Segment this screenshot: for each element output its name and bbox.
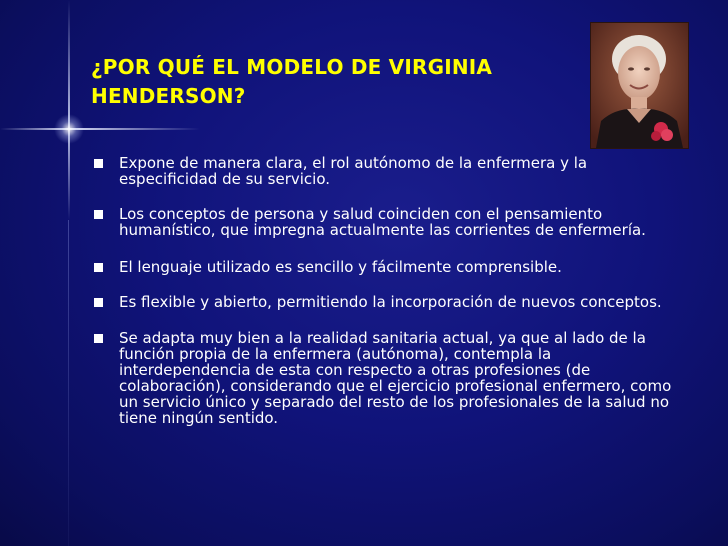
list-item xyxy=(92,294,682,310)
list-item xyxy=(92,206,682,238)
portrait-photo-icon xyxy=(591,23,688,148)
bullet-text: El lenguaje utilizado es sencillo y fácilmente comprensible. xyxy=(119,258,562,276)
square-bullet-icon xyxy=(94,159,103,168)
slide-title: ¿POR QUÉ EL MODELO DE VIRGINIA HENDERSON? xyxy=(91,55,493,108)
square-bullet-icon xyxy=(94,263,103,272)
portrait-image xyxy=(591,23,688,148)
list-item xyxy=(92,330,682,426)
decorative-vertical-line xyxy=(68,220,69,546)
bullet-text: Es flexible y abierto, permitiendo la incorporación de nuevos conceptos. xyxy=(119,293,662,311)
starburst-glow xyxy=(54,114,84,144)
square-bullet-icon xyxy=(94,334,103,343)
bullet-text: Se adapta muy bien a la realidad sanitaria actual, ya que al lado de la función propia de la enfermera (autónoma), contempla la interdependencia de esta con respecto a otras profesiones (de colaboración), considerando que el ejercicio profesional enfermero, como un servicio único y separado del resto de los profesionales de la salud no tiene ningún sentido. xyxy=(119,329,672,427)
bullet-text: Los conceptos de persona y salud coinciden con el pensamiento humanístico, que impregna actualmente las corrientes de enfermería. xyxy=(119,205,646,239)
starburst-vertical-ray xyxy=(68,0,70,220)
square-bullet-icon xyxy=(94,210,103,219)
starburst-horizontal-ray xyxy=(0,128,200,130)
bullet-list xyxy=(92,155,682,446)
bullet-text: Expone de manera clara, el rol autónomo de la enfermera y la especificidad de su servicio. xyxy=(119,154,588,188)
list-item xyxy=(92,155,682,187)
list-item xyxy=(92,259,682,275)
square-bullet-icon xyxy=(94,298,103,307)
